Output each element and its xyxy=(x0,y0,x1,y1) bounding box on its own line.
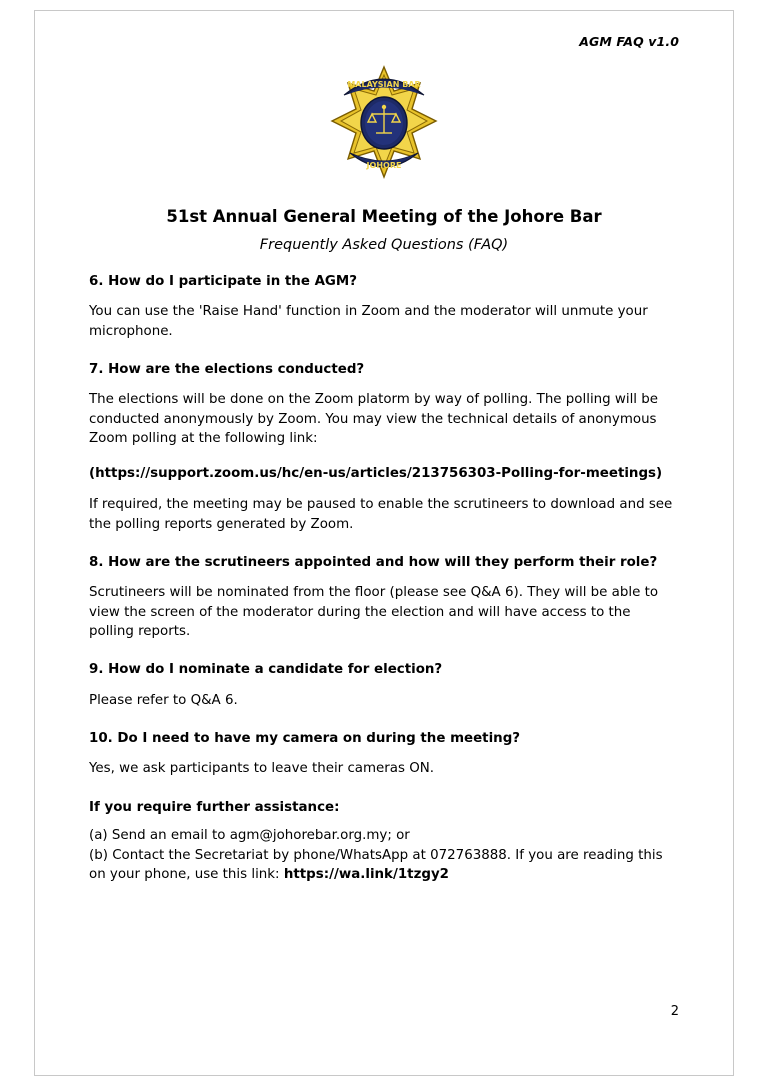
assistance-phone-line xyxy=(89,846,679,885)
svg-text:JOHORE: JOHORE xyxy=(366,161,402,170)
faq-question: 9. How do I nominate a candidate for election? xyxy=(89,662,443,678)
page-number: 2 xyxy=(670,1004,679,1019)
faq-question: 7. How are the elections conducted? xyxy=(89,361,365,377)
document-content xyxy=(89,34,679,885)
crest-container xyxy=(89,61,679,193)
faq-answer: Scrutineers will be nominated from the floor (please see Q&A 6). They will be able to view the screen of the moderator during the election and will have access to the polling reports. xyxy=(89,585,659,639)
faq-answer-continued: If required, the meeting may be paused to enable the scrutineers to download and see the polling reports generated by Zoom. xyxy=(89,497,673,532)
faq-item-10 xyxy=(89,730,679,779)
faq-answer: Yes, we ask participants to leave their cameras ON. xyxy=(89,761,435,777)
faq-answer: The elections will be done on the Zoom platorm by way of polling. The polling will be conducted anonymously by Zoom. You may view the technical details of anonymous Zoom polling at the following link: xyxy=(89,392,659,446)
page-subtitle: Frequently Asked Questions (FAQ) xyxy=(259,237,509,253)
faq-answer: You can use the 'Raise Hand' function in Zoom and the moderator will unmute your microphone. xyxy=(89,304,648,339)
faq-item-6 xyxy=(89,273,679,341)
document-version-label: AGM FAQ v1.0 xyxy=(579,34,679,49)
page-title: 51st Annual General Meeting of the Johore Bar xyxy=(166,207,602,226)
assistance-heading: If you require further assistance: xyxy=(89,800,340,816)
assistance-phone-text: (b) Contact the Secretariat by phone/WhatsApp at 072763888. If you are reading this on your phone, use this link: xyxy=(89,847,663,883)
faq-question: 10. Do I need to have my camera on during the meeting? xyxy=(89,730,521,746)
faq-answer: Please refer to Q&A 6. xyxy=(89,692,238,708)
assistance-email-line[interactable]: (a) Send an email to agm@johorebar.org.my; or xyxy=(89,828,410,844)
assistance-section xyxy=(89,800,679,884)
faq-item-7 xyxy=(89,361,679,534)
svg-text:MALAYSIAN BAR: MALAYSIAN BAR xyxy=(347,80,421,89)
faq-item-9 xyxy=(89,661,679,710)
faq-item-8 xyxy=(89,554,679,641)
faq-question: 8. How are the scrutineers appointed and how will they perform their role? xyxy=(89,555,658,571)
zoom-polling-link[interactable]: (https://support.zoom.us/hc/en-us/articles/213756303-Polling-for-meetings) xyxy=(89,466,663,482)
malaysian-bar-johore-crest-icon xyxy=(328,61,440,193)
whatsapp-link[interactable]: https://wa.link/1tzgy2 xyxy=(283,867,450,883)
faq-question: 6. How do I participate in the AGM? xyxy=(89,274,358,289)
